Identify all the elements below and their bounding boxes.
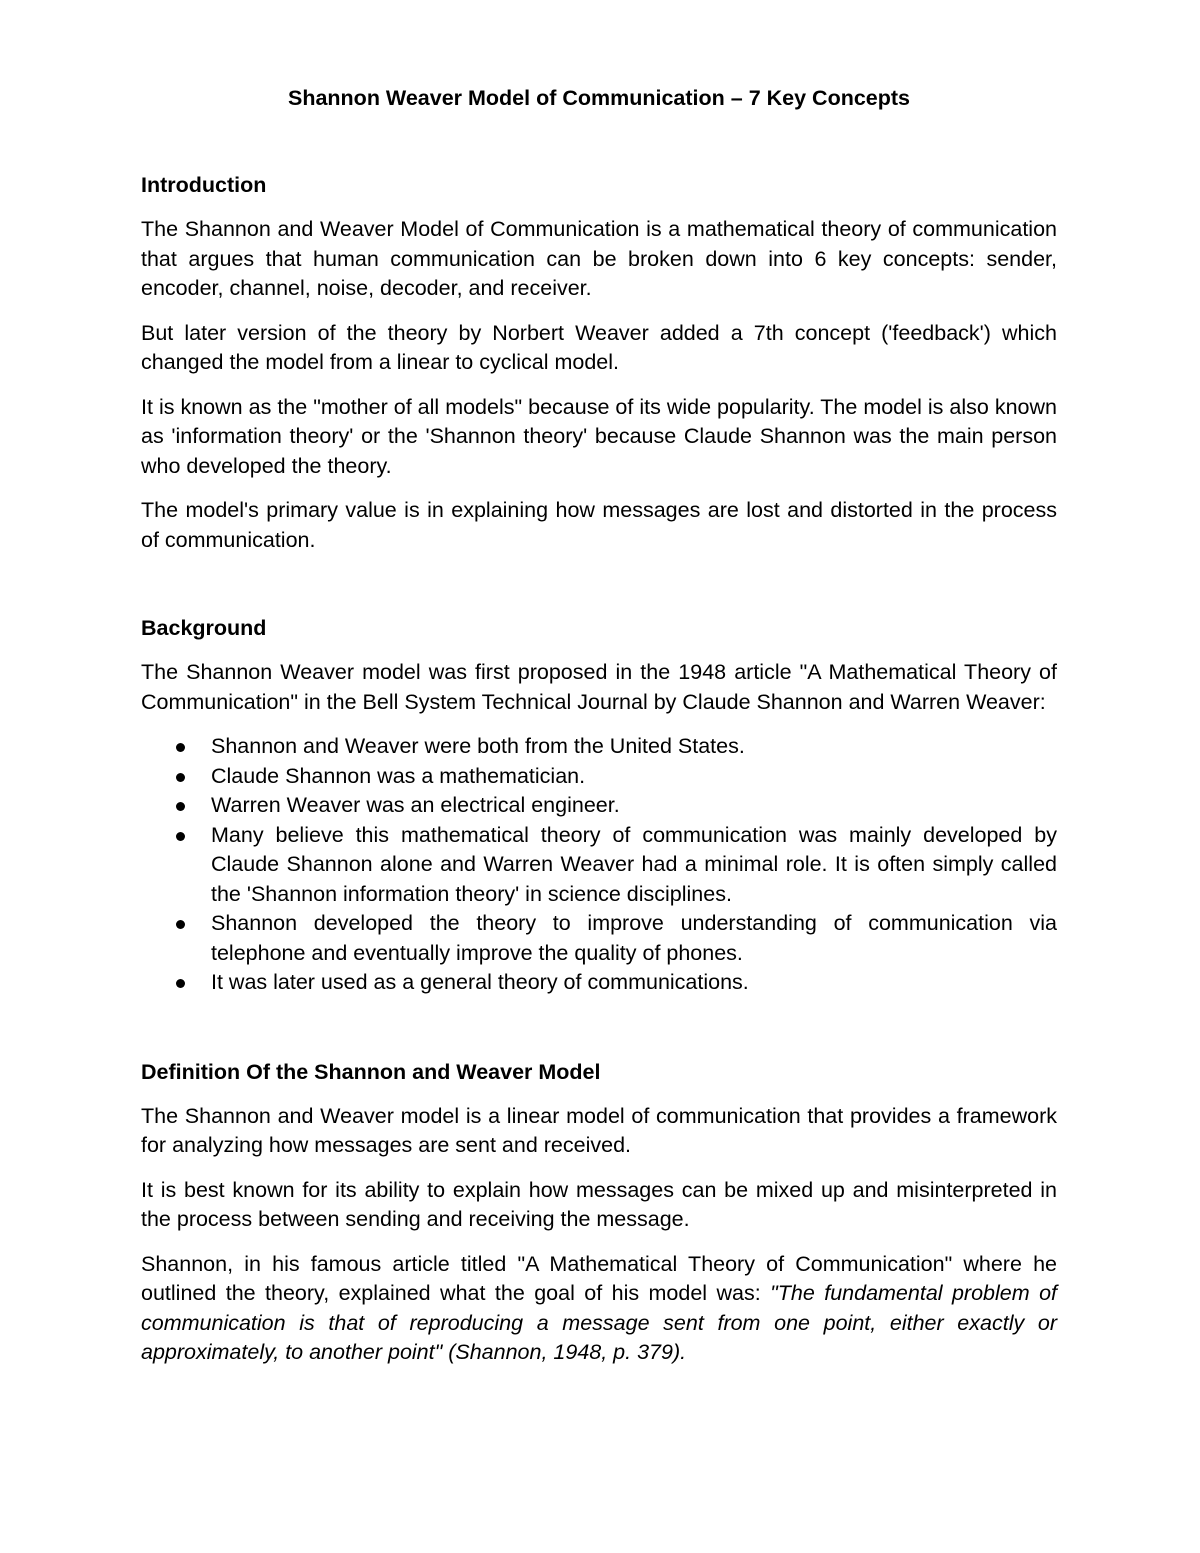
document-page: [141, 84, 1057, 1383]
bullet-dot-icon: [176, 832, 185, 841]
quote-intro: Shannon, in his famous article titled "A Mathematical Theory of Communication" where he outlined the theory, explained what the goal of his model was:: [141, 1251, 1057, 1305]
introduction-paragraph: The Shannon and Weaver Model of Communication is a mathematical theory of communication that argues that human communication can be broken down into 6 key concepts: sender, encoder, channel, noise, decoder, and receiver.: [141, 217, 1057, 300]
definition-section: [141, 1058, 1057, 1368]
definition-paragraph: The Shannon and Weaver model is a linear model of communication that provides a framework for analyzing how messages are sent and received.: [141, 1103, 1057, 1157]
background-heading: Background: [141, 616, 267, 640]
document-title: Shannon Weaver Model of Communication – 7 Key Concepts: [287, 86, 910, 110]
introduction-section: [141, 171, 1057, 555]
definition-heading: Definition Of the Shannon and Weaver Model: [141, 1059, 601, 1084]
background-section: [141, 614, 1057, 998]
bullet-item: [141, 762, 1057, 792]
bullet-dot-icon: [176, 773, 185, 782]
bullet-dot-icon: [176, 920, 185, 929]
bullet-item: [141, 968, 1057, 998]
bullet-text: Warren Weaver was an electrical engineer.: [211, 793, 620, 817]
bullet-item: [141, 791, 1057, 821]
bullet-item: [141, 909, 1057, 968]
bullet-item: [141, 821, 1057, 910]
background-bullet-list: [141, 732, 1057, 998]
definition-paragraph: It is best known for its ability to explain how messages can be mixed up and misinterpreted in the process between sending and receiving the message.: [141, 1177, 1057, 1231]
bullet-text: It was later used as a general theory of communications.: [211, 970, 749, 994]
bullet-text: Shannon developed the theory to improve understanding of communication via telephone and eventually improve the quality of phones.: [211, 911, 1057, 965]
bullet-dot-icon: [176, 979, 185, 988]
introduction-paragraph: But later version of the theory by Norbert Weaver added a 7th concept ('feedback') which changed the model from a linear to cyclical model.: [141, 320, 1057, 374]
bullet-text: Shannon and Weaver were both from the United States.: [211, 734, 745, 758]
bullet-item: [141, 732, 1057, 762]
bullet-dot-icon: [176, 743, 185, 752]
introduction-paragraph: The model's primary value is in explaining how messages are lost and distorted in the process of communication.: [141, 498, 1057, 552]
background-paragraph: The Shannon Weaver model was first proposed in the 1948 article "A Mathematical Theory of Communication" in the Bell System Technical Journal by Claude Shannon and Warren Weaver:: [141, 660, 1057, 714]
quote-text: "The fundamental problem of communication is that of reproducing a message sent from one point, either exactly or approximately, to another point" (Shannon, 1948, p. 379).: [141, 1281, 1058, 1364]
introduction-paragraph: It is known as the "mother of all models" because of its wide popularity. The model is also known as 'information theory' or the 'Shannon theory' because Claude Shannon was the main person who developed the theory.: [141, 394, 1057, 478]
section-spacer: [141, 998, 1057, 1058]
introduction-heading: Introduction: [141, 173, 267, 197]
bullet-text: Many believe this mathematical theory of communication was mainly developed by Claude Shannon alone and Warren Weaver had a minimal role. It is often simply called the 'Shannon information theory' in science disciplines.: [211, 822, 1057, 906]
definition-quote-paragraph: [141, 1250, 1057, 1368]
bullet-text: Claude Shannon was a mathematician.: [211, 763, 586, 788]
section-spacer: [141, 570, 1057, 614]
bullet-dot-icon: [176, 802, 185, 811]
